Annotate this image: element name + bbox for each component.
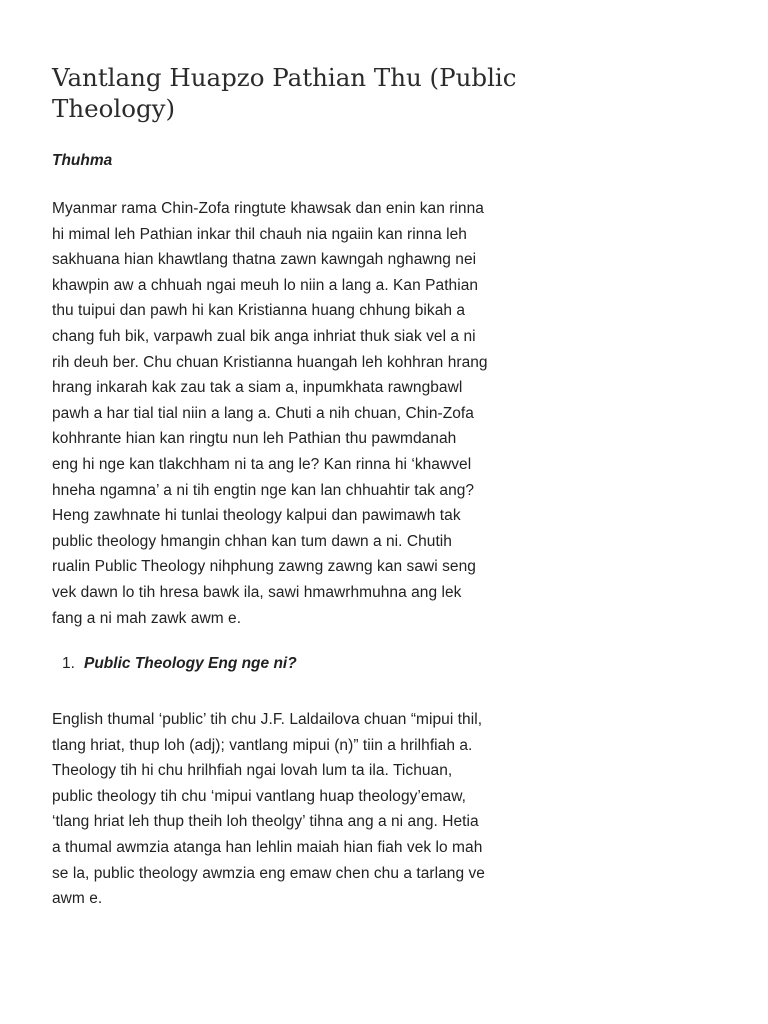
text-line: a thumal awmzia atanga han lehlin maiah hian fiah vek lo mah — [52, 838, 483, 856]
text-line: rualin Public Theology nihphung zawng zawng kan sawi seng — [52, 558, 476, 576]
text-line: hrang inkarah kak zau tak a siam a, inpumkhata rawngbawl — [52, 379, 463, 397]
text-line: tlang hriat, thup loh (adj); vantlang mipui (n)” tiin a hrilhfiah a. — [52, 736, 473, 754]
text-line: Myanmar rama Chin-Zofa ringtute khawsak dan enin kan rinna — [52, 200, 484, 217]
text-line: ‘tlang hriat leh thup theih loh theolgy’ tihna ang a ni ang. Hetia — [52, 813, 479, 831]
text-line: Heng zawhnate hi tunlai theology kalpui dan pawimawh tak — [52, 507, 461, 525]
document-title: Vantlang Huapzo Pathian Thu (Public Theology) — [52, 63, 517, 123]
intro-paragraph — [52, 196, 552, 631]
text-line: vek dawn lo tih hresa bawk ila, sawi hmawrhmuhna ang lek — [52, 583, 462, 601]
text-line: Theology tih hi chu hrilhfiah ngai lovah lum ta ila. Tichuan, — [52, 762, 453, 780]
text-line: chang fuh bik, varpawh zual bik anga inhriat thuk siak vel a ni — [52, 327, 476, 345]
text-line: hneha ngamna’ a ni tih engtin nge kan lan chhuahtir tak ang? — [52, 481, 475, 499]
list-item — [52, 652, 297, 676]
text-line: rih deuh ber. Chu chuan Kristianna huangah leh kohhran hrang — [52, 353, 488, 371]
text-line: English thumal ‘public’ tih chu J.F. Laldailova chuan “mipui thil, — [52, 711, 483, 728]
section-paragraph — [52, 707, 552, 912]
text-line: eng hi nge kan tlakchham ni ta ang le? Kan rinna hi ‘khawvel — [52, 455, 472, 473]
text-line: fang a ni mah zawk awm e. — [52, 609, 242, 627]
text-line: public theology hmangin chhan kan tum dawn a ni. Chutih — [52, 532, 452, 550]
text-line: khawpin aw a chhuah ngai meuh lo niin a lang a. Kan Pathian — [52, 276, 479, 294]
text-line: thu tuipui dan pawh hi kan Kristianna huang chhung bikah a — [52, 302, 466, 320]
section-list — [52, 652, 297, 676]
list-number: 1. — [62, 655, 75, 672]
text-line: kohhrante hian kan ringtu nun leh Pathian thu pawmdanah — [52, 430, 457, 448]
text-line: public theology tih chu ‘mipui vantlang huap theology’emaw, — [52, 787, 466, 805]
text-line: sakhuana hian khawtlang thatna zawn kawngah nghawng nei — [52, 251, 477, 269]
subheading: Thuhma — [52, 152, 113, 169]
text-line: hi mimal leh Pathian inkar thil chauh nia ngaiin kan rinna leh — [52, 225, 467, 243]
section-heading: Public Theology Eng nge ni? — [84, 655, 297, 672]
text-line: se la, public theology awmzia eng emaw chen chu a tarlang ve — [52, 864, 485, 882]
text-line: awm e. — [52, 890, 103, 908]
text-line: pawh a har tial tial niin a lang a. Chuti a nih chuan, Chin-Zofa — [52, 404, 474, 422]
